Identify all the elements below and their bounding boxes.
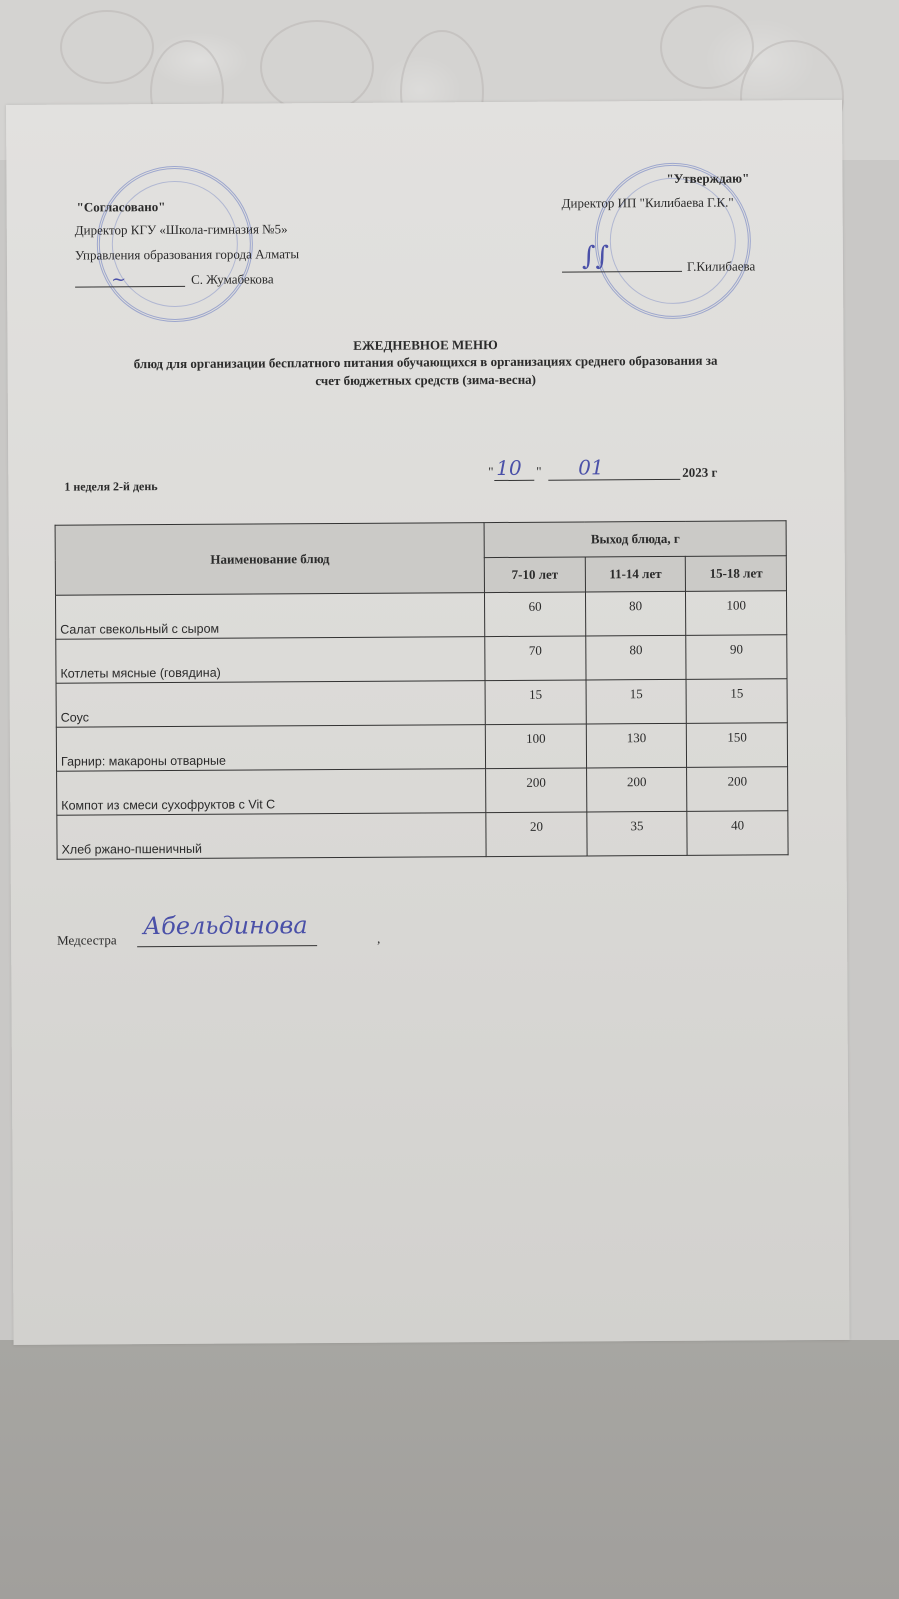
portion-7-10: 200: [486, 768, 587, 813]
dish-name: Салат свекольный с сыром: [55, 593, 484, 640]
portion-7-10: 60: [485, 592, 586, 637]
portion-15-18: 90: [686, 635, 787, 680]
approver-signature: ~: [111, 269, 127, 291]
header-dish-name: Наименование блюд: [55, 523, 485, 596]
portion-7-10: 20: [486, 812, 587, 857]
portion-15-18: 100: [686, 591, 787, 636]
table-row: [56, 635, 787, 683]
dish-name: Соус: [56, 681, 485, 728]
dish-name: Котлеты мясные (говядина): [56, 637, 485, 684]
portion-15-18: 200: [687, 767, 788, 812]
portion-11-14: 80: [585, 591, 686, 636]
approver-department: Управления образования города Алматы: [74, 246, 300, 263]
nurse-label: Медсестра: [57, 932, 117, 948]
portion-15-18: 40: [687, 811, 788, 856]
portion-11-14: 80: [586, 635, 687, 680]
table-surface: [0, 1340, 899, 1599]
table-row: [57, 767, 788, 815]
document-title: ЕЖЕДНЕВНОЕ МЕНЮ: [353, 337, 498, 353]
wallpaper-ornament: [60, 10, 154, 84]
dish-name: Гарнир: макароны отварные: [56, 725, 485, 772]
wallpaper-ornament: [260, 20, 374, 114]
header-age-11-14: 11-14 лет: [585, 556, 686, 592]
portion-7-10: 70: [485, 636, 586, 681]
dish-name: Хлеб ржано-пшеничный: [57, 813, 486, 860]
nurse-signature-line: [137, 945, 317, 947]
confirmer-position: Директор ИП "Килибаева Г.К.": [561, 194, 734, 211]
table-row: [55, 591, 786, 639]
document-subtitle-2: счет бюджетных средств (зима-весна): [315, 371, 537, 389]
portion-15-18: 150: [687, 723, 788, 768]
trailing-comma: ,: [377, 930, 381, 946]
document-subtitle-1: блюд для организации бесплатного питания обучающихся в организациях среднего образования за: [133, 352, 718, 372]
week-day-label: 1 неделя 2-й день: [64, 479, 158, 494]
portion-7-10: 100: [486, 724, 587, 769]
confirmer-signature: ∫∫: [581, 241, 610, 272]
portion-11-14: 130: [586, 723, 687, 768]
date-quote-open: ": [488, 464, 494, 480]
date-month-line: [548, 479, 680, 481]
portion-11-14: 200: [586, 767, 687, 812]
date-quote-close: ": [536, 463, 542, 479]
dish-name: Компот из смеси сухофруктов с Vit C: [57, 769, 486, 816]
date-day: 10: [496, 455, 522, 481]
wallpaper-ornament: [660, 5, 754, 89]
header-age-15-18: 15-18 лет: [686, 556, 787, 592]
approver-position: Директор КГУ «Школа-гимназия №5»: [74, 221, 288, 238]
portion-11-14: 35: [587, 811, 688, 856]
header-age-7-10: 7-10 лет: [484, 557, 585, 593]
confirmer-name: Г.Килибаева: [686, 258, 756, 274]
nurse-signature: Абельдинова: [142, 911, 308, 941]
approved-label: "Согласовано": [76, 199, 166, 215]
date-year: 2023 г: [682, 464, 718, 480]
menu-table: [55, 520, 789, 859]
school-stamp: [96, 165, 253, 322]
portion-7-10: 15: [485, 680, 586, 725]
table-row: [57, 811, 788, 859]
table-row: [56, 679, 787, 727]
portion-15-18: 15: [686, 679, 787, 724]
table-row: [56, 723, 787, 771]
header-portion-output: Выход блюда, г: [484, 521, 786, 558]
date-month: 01: [578, 455, 604, 480]
date-day-line: [494, 480, 534, 481]
confirmed-label: "Утверждаю": [666, 170, 750, 186]
document-page: [6, 100, 850, 1345]
approver-name: С. Жумабекова: [191, 271, 274, 287]
portion-11-14: 15: [586, 679, 687, 724]
